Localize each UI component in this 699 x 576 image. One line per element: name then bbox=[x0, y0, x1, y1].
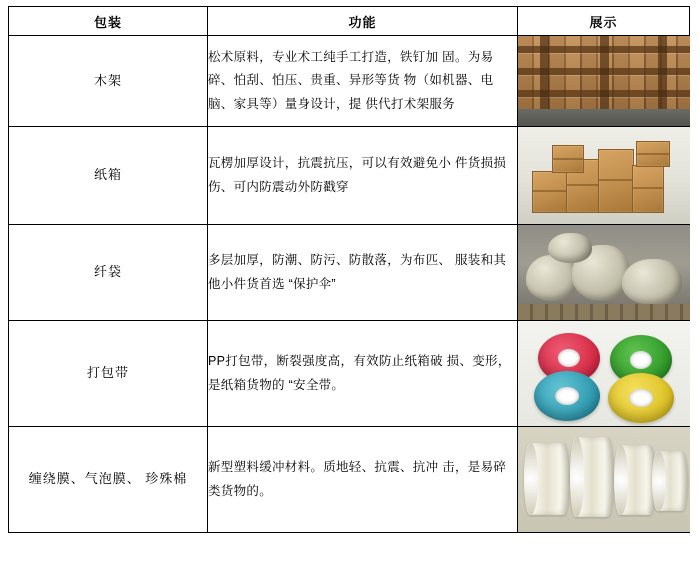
column-header-display: 展示 bbox=[518, 7, 690, 36]
packaging-display-film bbox=[518, 427, 690, 533]
table-row bbox=[9, 127, 690, 225]
column-header-packaging: 包装 bbox=[9, 7, 208, 36]
woven-bags-photo bbox=[518, 225, 690, 320]
table-header bbox=[9, 7, 690, 36]
table-row bbox=[9, 321, 690, 427]
packaging-name-woven-bag: 纤袋 bbox=[9, 225, 208, 321]
packaging-function-strapping: PP打包带，断裂强度高，有效防止纸箱破 损、变形，是纸箱货物的 “安全带。 bbox=[208, 321, 518, 427]
wooden-crates-photo bbox=[518, 36, 690, 126]
table-body bbox=[9, 36, 690, 533]
packaging-name-carton: 纸箱 bbox=[9, 127, 208, 225]
packaging-function-woven-bag: 多层加厚，防潮、防污、防散落，为布匹、 服装和其他小件货首选 “保护伞” bbox=[208, 225, 518, 321]
packaging-name-wood-crate: 木架 bbox=[9, 36, 208, 127]
packaging-name-strapping: 打包带 bbox=[9, 321, 208, 427]
column-header-function: 功能 bbox=[208, 7, 518, 36]
table-header-row bbox=[9, 7, 690, 36]
stretch-film-rolls-photo bbox=[518, 427, 690, 532]
packaging-table-document bbox=[0, 6, 699, 576]
packaging-function-carton: 瓦楞加厚设计，抗震抗压，可以有效避免小 件货损损伤、可内防震动外防戳穿 bbox=[208, 127, 518, 225]
strapping-rolls-photo bbox=[518, 321, 690, 426]
packaging-function-film: 新型塑料缓冲材料。质地轻、抗震、抗冲 击，是易碎类货物的。 bbox=[208, 427, 518, 533]
table-row bbox=[9, 225, 690, 321]
packaging-name-film: 缠绕膜、气泡膜、 珍殊棉 bbox=[9, 427, 208, 533]
table-row bbox=[9, 427, 690, 533]
packaging-display-carton bbox=[518, 127, 690, 225]
packaging-table bbox=[8, 6, 690, 533]
packaging-display-woven-bag bbox=[518, 225, 690, 321]
cardboard-cartons-photo bbox=[518, 127, 690, 224]
table-row bbox=[9, 36, 690, 127]
packaging-display-strapping bbox=[518, 321, 690, 427]
packaging-function-wood-crate: 松术原料，专业术工纯手工打造，铁钉加 固。为易碎、怕刮、怕压、贵重、异形等货 物（如机器、电脑、家具等）量身设计，提 供代打术架服务 bbox=[208, 36, 518, 127]
packaging-display-wood-crate bbox=[518, 36, 690, 127]
